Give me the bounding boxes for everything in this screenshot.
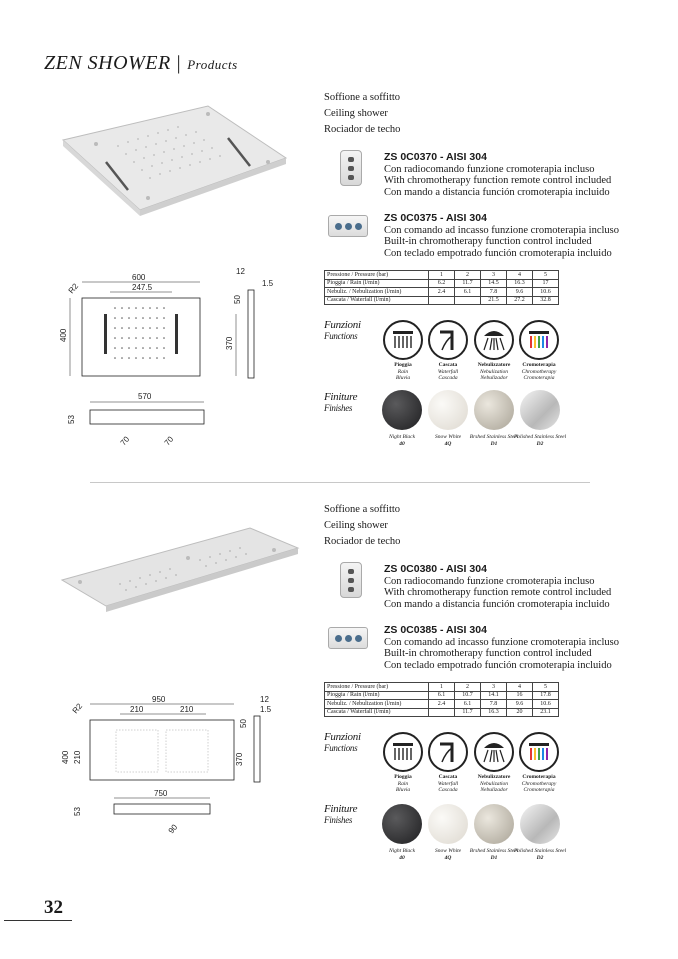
table-row: Cascata / Waterfall (l/min) 11.7 16.3 20 23.1	[325, 708, 559, 717]
finish-swatch-polished-steel	[520, 804, 560, 844]
functions-label: Funzioni Functions	[324, 731, 361, 753]
product-heading-2	[324, 502, 400, 550]
function-caption-nebulization: Nebulizzatore Nebulization Nebulizador	[477, 774, 511, 793]
dim-depth-top: 50	[233, 295, 242, 304]
finish-swatch-night-black	[382, 804, 422, 844]
table-row: Pressione / Pressure (bar) 1 2 3 4 5	[325, 683, 559, 692]
model-line-en: With chromotherapy function remote control included	[384, 175, 612, 186]
dim-radius: R2	[70, 701, 85, 716]
model-line-en: With chromotherapy function remote control included	[384, 587, 612, 598]
heading-en: Ceiling shower	[324, 520, 388, 531]
flow-rate-table-2	[324, 682, 559, 717]
dim-height: 400	[61, 750, 70, 764]
product-heading-1	[324, 90, 400, 138]
model-line-it: Con comando ad incasso funzione cromoterapia incluso	[384, 224, 620, 236]
remote-control-image	[340, 150, 362, 186]
finishes-label: Finiture Finishes	[324, 391, 358, 413]
dim-thickness-1: 12	[236, 267, 245, 276]
function-caption-chromotherapy: Cromoterapia Chromotherapy Cromoterapia	[521, 774, 557, 793]
page-number: 32	[44, 897, 63, 918]
finish-caption-polished-steel: Polished Stainless Steel D2	[513, 848, 567, 861]
heading-en: Ceiling shower	[324, 108, 388, 119]
product-section-2	[0, 498, 678, 888]
finish-swatch-polished-steel	[520, 390, 560, 430]
finish-swatch-brushed-steel	[474, 390, 514, 430]
product-section-1	[0, 86, 678, 476]
finish-swatch-snow-white	[428, 804, 468, 844]
model-line-es: Con mando a distancia función cromoterapia incluido	[384, 186, 610, 198]
finish-swatch-snow-white	[428, 390, 468, 430]
chromotherapy-icon	[519, 320, 559, 360]
model-zs0c0380	[384, 564, 611, 610]
model-line-en: Built-in chromotherapy function control included	[384, 648, 592, 659]
model-zs0c0375	[384, 213, 619, 259]
dim-angle-1: 70	[118, 434, 132, 448]
heading-es: Rociador de techo	[324, 536, 401, 547]
finish-swatch-night-black	[382, 390, 422, 430]
dim-width: 600	[132, 273, 146, 282]
finish-caption-night-black: Night Black 40	[388, 848, 416, 861]
dim-depth: 370	[225, 336, 234, 350]
dim-width: 950	[152, 695, 166, 704]
function-caption-waterfall: Cascata Waterfall Cascada	[437, 774, 459, 793]
finish-caption-snow-white: Snow White 4Q	[434, 434, 462, 447]
heading-it: Soffione a soffitto	[324, 92, 401, 103]
dim-radius: R2	[66, 281, 81, 296]
functions-label: Funzioni Functions	[324, 319, 361, 341]
function-caption-nebulization: Nebulizzatore Nebulization Nebulizador	[477, 362, 511, 381]
dim-base-width: 750	[154, 789, 168, 798]
dim-base-height: 53	[67, 415, 76, 424]
dim-inner-1: 210	[130, 705, 144, 714]
model-code: ZS 0C0370 - AISI 304	[384, 151, 487, 163]
finishes-label: Finiture Finishes	[324, 803, 358, 825]
model-line-es: Con mando a distancia función cromoterapia incluido	[384, 598, 610, 610]
table-row: Pioggia / Rain (l/min) 6.1 10.7 14.1 16 17.8	[325, 691, 559, 700]
model-code: ZS 0C0385 - AISI 304	[384, 624, 487, 636]
finish-caption-snow-white: Snow White 4Q	[434, 848, 462, 861]
builtin-control-image	[328, 215, 368, 237]
brand-subtitle: Products	[187, 57, 238, 72]
dim-inner: 247.5	[132, 283, 153, 292]
finish-caption-polished-steel: Polished Stainless Steel D2	[513, 434, 567, 447]
technical-drawing-1	[60, 268, 290, 468]
model-code: ZS 0C0380 - AISI 304	[384, 563, 487, 575]
function-caption-chromotherapy: Cromoterapia Chromotherapy Cromoterapia	[521, 362, 557, 381]
table-row: Cascata / Waterfall (l/min) 21.5 27.2 32.8	[325, 296, 559, 305]
dim-angle-2: 70	[162, 434, 176, 448]
finish-swatch-brushed-steel	[474, 804, 514, 844]
nebulization-icon	[474, 320, 514, 360]
waterfall-icon	[428, 732, 468, 772]
heading-it: Soffione a soffitto	[324, 504, 401, 515]
dim-height: 400	[59, 328, 68, 342]
dim-height-inner: 210	[73, 750, 82, 764]
brand-header	[44, 52, 238, 75]
function-caption-rain: Pioggia Rain Bluvia	[394, 362, 412, 381]
model-line-es: Con teclado empotrado función cromoterapia incluido	[384, 247, 612, 259]
table-row: Nebuliz. / Nebulization (l/min) 2.4 6.1 7.8 9.6 10.6	[325, 288, 559, 297]
dim-depth: 370	[235, 752, 244, 766]
waterfall-icon	[428, 320, 468, 360]
dim-angle-1: 90	[166, 822, 180, 836]
finish-caption-night-black: Night Black 40	[388, 434, 416, 447]
ceiling-shower-photo	[60, 528, 300, 618]
brand-separator: |	[176, 52, 182, 74]
model-line-it: Con radiocomando funzione cromoterapia incluso	[384, 163, 595, 175]
chromotherapy-icon	[519, 732, 559, 772]
rain-icon	[383, 320, 423, 360]
technical-drawing-2	[60, 686, 290, 836]
rain-icon	[383, 732, 423, 772]
page-number-rule	[4, 920, 72, 921]
model-zs0c0370	[384, 152, 611, 198]
dim-thickness-2: 1.5	[262, 279, 274, 288]
table-row: Nebuliz. / Nebulization (l/min) 2.4 6.1 7.8 9.6 10.6	[325, 700, 559, 709]
dim-inner-2: 210	[180, 705, 194, 714]
table-row: Pressione / Pressure (bar) 1 2 3 4 5	[325, 271, 559, 280]
model-line-it: Con radiocomando funzione cromoterapia incluso	[384, 575, 595, 587]
model-line-es: Con teclado empotrado función cromoterapia incluido	[384, 659, 612, 671]
model-line-en: Built-in chromotherapy function control included	[384, 236, 592, 247]
heading-es: Rociador de techo	[324, 124, 401, 135]
function-caption-waterfall: Cascata Waterfall Cascada	[437, 362, 459, 381]
dim-base-height: 53	[73, 807, 82, 816]
brand-title: ZEN SHOWER	[44, 52, 171, 74]
table-row: Pioggia / Rain (l/min) 6.2 11.7 14.5 16.3 17	[325, 279, 559, 288]
nebulization-icon	[474, 732, 514, 772]
flow-rate-table-1	[324, 270, 559, 305]
model-code: ZS 0C0375 - AISI 304	[384, 212, 487, 224]
finish-caption-brushed-steel: Brshed Stainless Steel D1	[469, 434, 519, 447]
function-caption-rain: Pioggia Rain Bluvia	[394, 774, 412, 793]
section-divider	[90, 482, 590, 483]
dim-depth-top: 50	[239, 719, 248, 728]
dim-thickness-1: 12	[260, 695, 269, 704]
builtin-control-image	[328, 627, 368, 649]
model-line-it: Con comando ad incasso funzione cromoterapia incluso	[384, 636, 620, 648]
remote-control-image	[340, 562, 362, 598]
dim-base-width: 570	[138, 392, 152, 401]
finish-caption-brushed-steel: Brshed Stainless Steel D1	[469, 848, 519, 861]
ceiling-shower-photo	[58, 106, 288, 216]
model-zs0c0385	[384, 625, 619, 671]
dim-thickness-2: 1.5	[260, 705, 272, 714]
